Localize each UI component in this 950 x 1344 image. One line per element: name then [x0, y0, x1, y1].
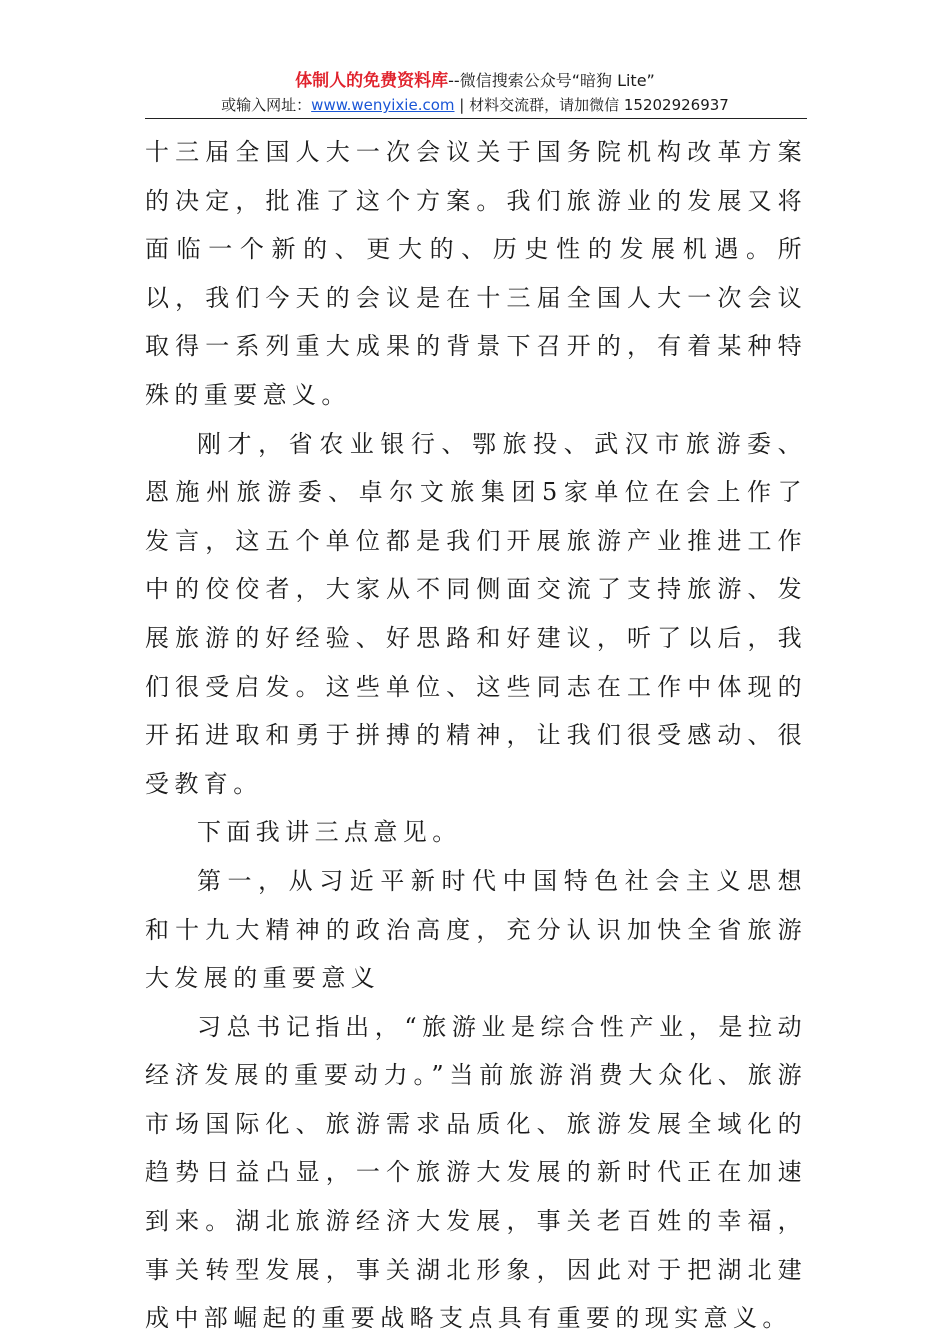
contact-text: 材料交流群，请加微信 15202926937 [469, 96, 729, 114]
header-divider [145, 118, 807, 119]
paragraph: 习总书记指出，“旅游业是综合性产业，是拉动经济发展的重要动力。”当前旅游消费大众化、旅游市场国际化、旅游需求品质化、旅游发展全域化的趋势日益凸显，一个旅游大发展的新时代正在加速到来。湖北旅游经济大发展，事关老百姓的幸福，事关转型发展，事关湖北形象，因此对于把湖北建成中部崛起的重要战略支点具有重要的现实意义。 [145, 1012, 807, 1333]
document-body [145, 128, 807, 1343]
header-title-line [145, 70, 805, 92]
website-link[interactable]: www.wenyixie.com [311, 96, 455, 114]
page-header [145, 70, 805, 116]
header-contact-line [145, 94, 805, 116]
url-label: 或输入网址： [221, 96, 312, 114]
paragraph: 下面我讲三点意见。 [197, 818, 462, 847]
paragraph: 十三届全国人大一次会议关于国务院机构改革方案的决定，批准了这个方案。我们旅游业的发展又将面临一个新的、更大的、历史性的发展机遇。所以，我们今天的会议是在十三届全国人大一次会议取得一系列重大成果的背景下召开的，有着某种特殊的重要意义。 [145, 138, 807, 409]
section-heading: 第一，从习近平新时代中国特色社会主义思想和十九大精神的政治高度，充分认识加快全省旅游大发展的重要意义 [145, 866, 807, 993]
header-separator: | [454, 96, 470, 114]
brand-title: 体制人的免费资料库 [295, 71, 449, 91]
header-subtitle: --微信搜索公众号“暗狗 Lite” [448, 71, 655, 90]
paragraph: 刚才，省农业银行、鄂旅投、武汉市旅游委、恩施州旅游委、卓尔文旅集团5家单位在会上作了发言，这五个单位都是我们开展旅游产业推进工作中的佼佼者，大家从不同侧面交流了支持旅游、发展旅游的好经验、好思路和好建议，听了以后，我们很受启发。这些单位、这些同志在工作中体现的开拓进取和勇于拼搏的精神，让我们很受感动、很受教育。 [145, 429, 807, 798]
